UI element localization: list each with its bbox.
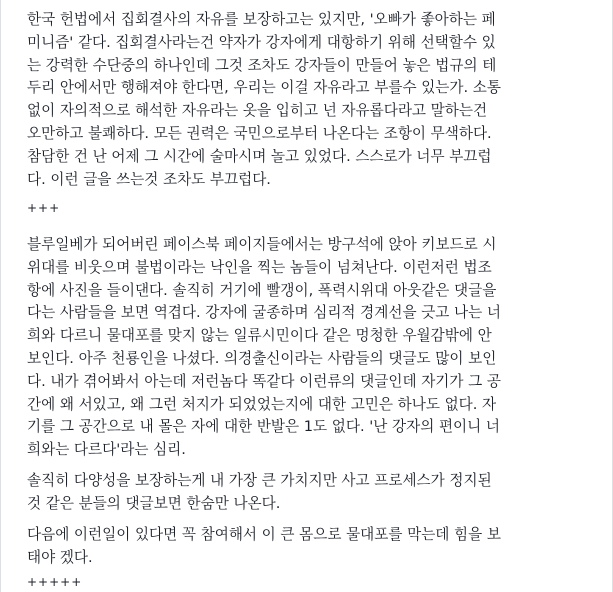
- post-separator: +++++: [27, 575, 83, 589]
- post-paragraph: 다음에 이런일이 있다면 꼭 참여해서 이 큰 몸으로 물대포를 막는데 힘을 보 태야 겠다.: [27, 526, 501, 566]
- post-paragraph: 블루일베가 되어버린 페이스북 페이지들에서는 방구석에 앉아 키보드로 시 위대를 비웃으며 불법이라는 낙인을 찍는 놈들이 넘쳐난다. 이런저런 법조 항에 사진을 들이댄다. 솔직히 거기에 빨갱이, 폭력시위대 아웃같은 댓글을 다는 사람들을 보면 역겹다. 강자에 굴종하며 심리적 경계선을 긋고 나는 너 희와 다르니 물대포를 맞지 않는 일류시민이다 같은 멍청한 우월감밖에 안 보인다. 아주 천룡인을 나셨다. 의경출신이라는 사람들의 댓글도 많이 보인 다. 내가 겪어봐서 아는데 저런놈다 똑같다 이런류의 댓글인데 자기가 그 공 간에 왜 서있고, 왜 그런 처지가 되었었는지에 대한 고민은 하나도 없다. 자 기를 그 공간으로 내 몰은 자에 대한 반발은 1도 없다. '난 강자의 편이니 너 희와는 다르다'라는 심리.: [27, 236, 501, 459]
- post-separator: +++: [27, 201, 61, 215]
- post-paragraph: 솔직히 다양성을 보장하는게 내 가장 큰 가치지만 사고 프로세스가 정지된 것 같은 분들의 댓글보면 한숨만 나온다.: [27, 472, 492, 512]
- post-paragraph: 한국 헌법에서 집회결사의 자유를 보장하고는 있지만, '오빠가 좋아하는 페 미니즘' 같다. 집회결사라는건 약자가 강자에게 대항하기 위해 선택할수 있 는 강력한 수단중의 하나인데 그것 조차도 강자들이 만들어 놓은 법규의 테 두리 안에서만 행해져야 한다면, 우리는 이걸 자유라고 부를수 있는가. 소통 없이 자의적으로 해석한 자유라는 옷을 입히고 넌 자유롭다라고 말하는건 오만하고 불쾌하다. 모든 권력은 국민으로부터 나온다는 조항이 무색하다. 참담한 건 난 어제 그 시간에 술마시며 놀고 있었다. 스스로가 너무 부끄럽 다. 이런 글을 쓰는것 조차도 부끄럽다.: [27, 11, 501, 188]
